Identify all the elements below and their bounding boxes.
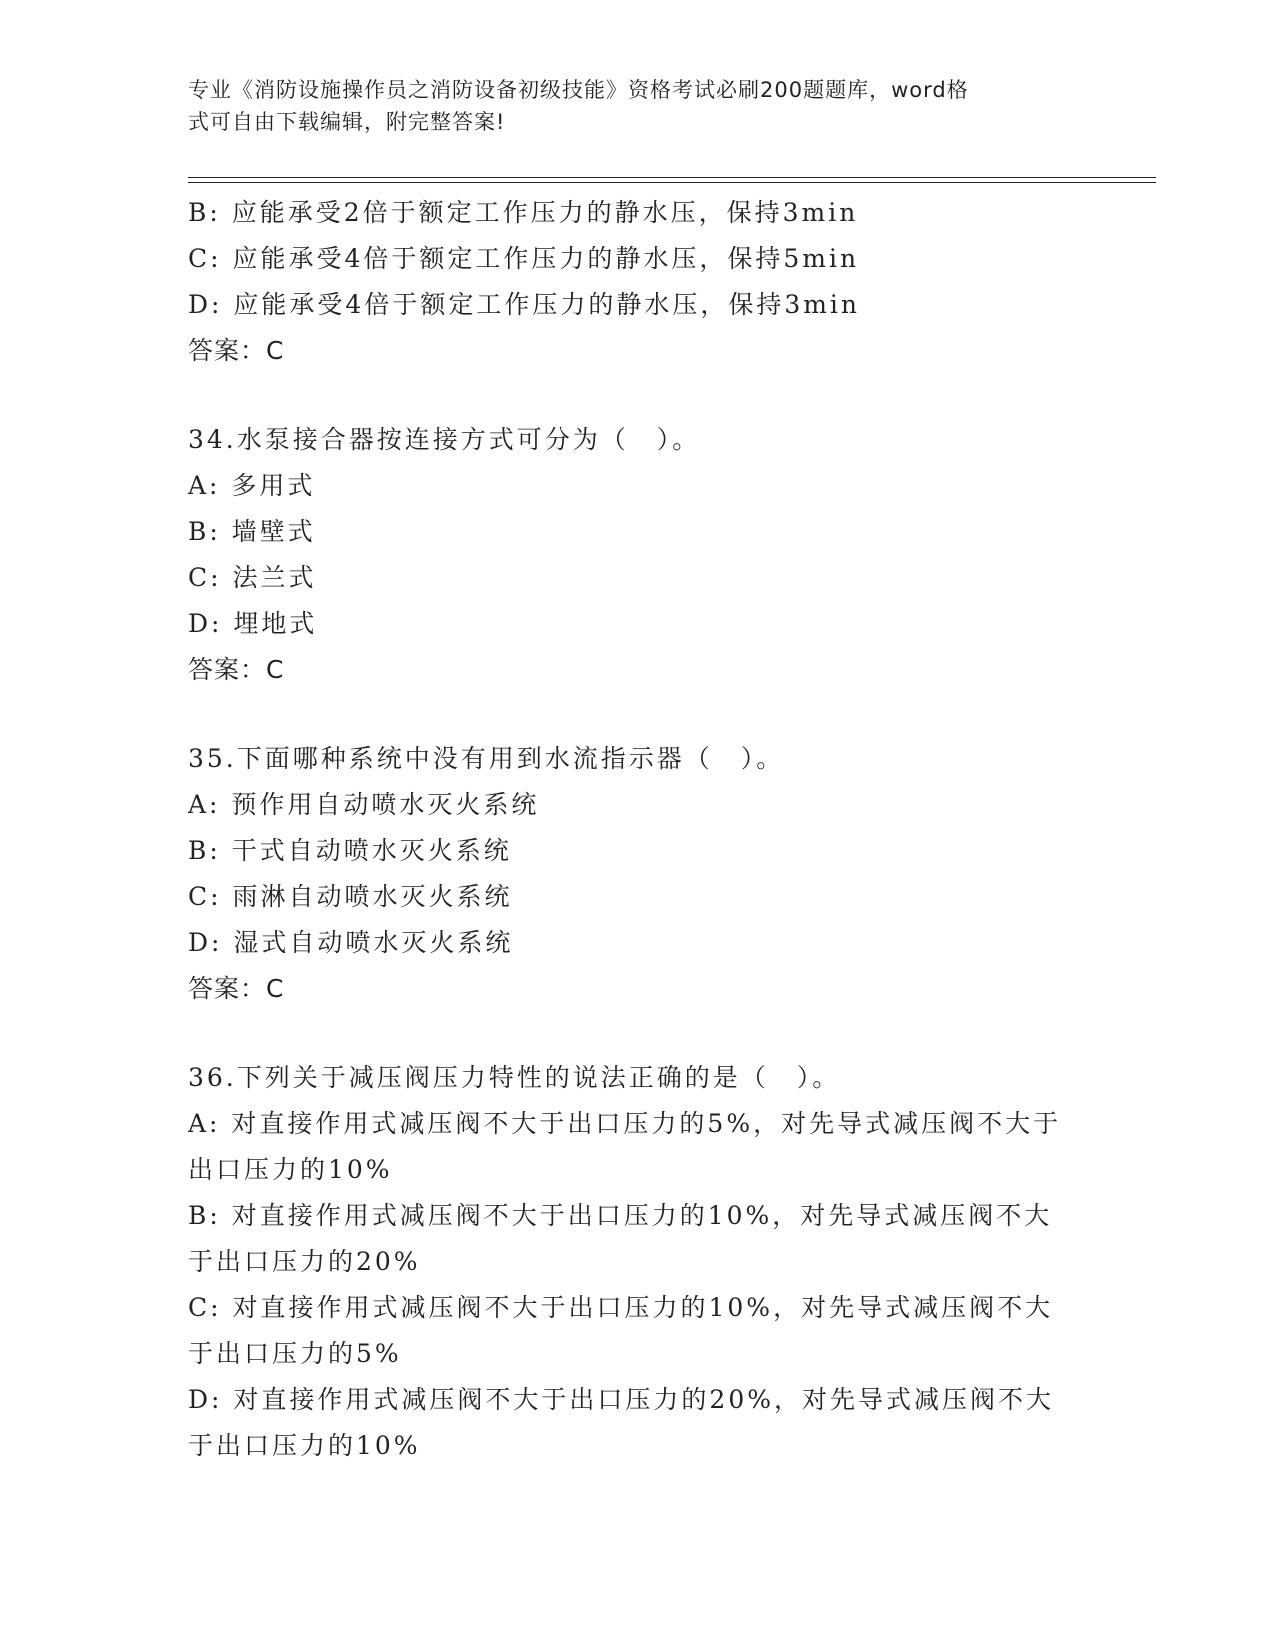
option-c: C: 法兰式 [188, 563, 317, 592]
option-d-continued: 于出口压力的10% [188, 1431, 421, 1460]
question-35 [188, 736, 1088, 1012]
option-b: B: 干式自动喷水灭火系统 [188, 836, 512, 865]
header-rule-top [188, 177, 1156, 178]
header-rule-bottom [188, 182, 1156, 183]
option-d: D: 埋地式 [188, 609, 318, 638]
question-34 [188, 417, 1088, 693]
question-stem: 36.下列关于减压阀压力特性的说法正确的是（ ）。 [188, 1063, 841, 1092]
option-a-continued: 出口压力的10% [188, 1155, 393, 1184]
option-c: C: 对直接作用式减压阀不大于出口压力的10%，对先导式减压阀不大 [188, 1293, 1054, 1322]
question-stem: 34.水泵接合器按连接方式可分为（ ）。 [188, 425, 701, 454]
option-b: B: 墙壁式 [188, 517, 316, 546]
option-c: C: 应能承受4倍于额定工作压力的静水压，保持5min [188, 244, 860, 273]
option-b-continued: 于出口压力的20% [188, 1247, 421, 1276]
option-d: D: 应能承受4倍于额定工作压力的静水压，保持3min [188, 290, 861, 319]
option-c-continued: 于出口压力的5% [188, 1339, 402, 1368]
answer: 答案：C [188, 974, 285, 1003]
option-a: A: 预作用自动喷水灭火系统 [188, 790, 540, 819]
question-stem: 35.下面哪种系统中没有用到水流指示器（ ）。 [188, 744, 785, 773]
option-b: B: 对直接作用式减压阀不大于出口压力的10%，对先导式减压阀不大 [188, 1201, 1053, 1230]
question-36 [188, 1055, 1088, 1469]
answer: 答案：C [188, 336, 285, 365]
question-list [188, 190, 1088, 1469]
document-header [188, 74, 1068, 138]
answer: 答案：C [188, 655, 285, 684]
option-c: C: 雨淋自动喷水灭火系统 [188, 882, 513, 911]
option-d: D: 湿式自动喷水灭火系统 [188, 928, 514, 957]
question-33-continued [188, 190, 1088, 374]
option-a: A: 对直接作用式减压阀不大于出口压力的5%，对先导式减压阀不大于 [188, 1109, 1062, 1138]
option-d: D: 对直接作用式减压阀不大于出口压力的20%，对先导式减压阀不大 [188, 1385, 1054, 1414]
header-line-1: 专业《消防设施操作员之消防设备初级技能》资格考试必刷200题题库，word格 [188, 78, 969, 102]
option-b: B: 应能承受2倍于额定工作压力的静水压，保持3min [188, 198, 859, 227]
header-line-2: 式可自由下载编辑，附完整答案! [188, 110, 506, 134]
option-a: A: 多用式 [188, 471, 316, 500]
